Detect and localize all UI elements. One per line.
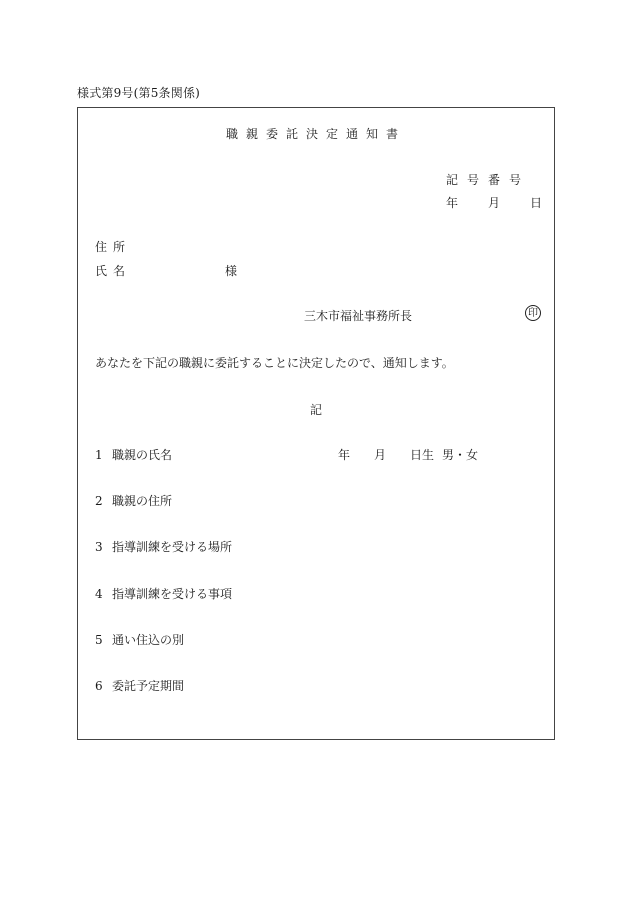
date-day: 日 xyxy=(530,196,543,210)
item-training-subject xyxy=(95,585,232,602)
item-number: 3 xyxy=(95,540,103,554)
birth-day: 日生 xyxy=(410,448,435,462)
item-number: 6 xyxy=(95,679,103,693)
item-label: 委託予定期間 xyxy=(112,679,185,693)
name-label: 氏名 xyxy=(95,264,132,278)
gender-options: 男・女 xyxy=(442,448,479,462)
birth-month: 月 xyxy=(374,448,387,462)
issuer-name: 三木市福祉事務所長 xyxy=(304,309,413,323)
item-training-place xyxy=(95,538,232,555)
seal-mark: 印 xyxy=(525,305,541,321)
item-number: 2 xyxy=(95,494,103,508)
item-number: 5 xyxy=(95,633,103,647)
item-label: 指導訓練を受ける場所 xyxy=(112,540,233,554)
birth-year: 年 xyxy=(338,448,351,462)
form-number: 様式第9号(第5条関係) xyxy=(77,86,201,100)
honorific: 様 xyxy=(225,264,238,278)
item-number: 4 xyxy=(95,587,103,601)
ki-heading: 記 xyxy=(309,403,322,417)
birth-date-gender xyxy=(338,446,478,463)
notice-text: あなたを下記の職親に委託することに決定したので、通知します。 xyxy=(95,356,454,370)
item-planned-period xyxy=(95,677,184,694)
document-number: 記号番号 xyxy=(446,173,531,187)
item-label: 職親の住所 xyxy=(112,494,173,508)
document-frame xyxy=(77,107,555,740)
item-commute-type xyxy=(95,631,184,648)
item-label: 職親の氏名 xyxy=(112,448,173,462)
item-caretaker-name xyxy=(95,446,172,463)
date-year: 年 xyxy=(446,196,459,210)
address-label: 住所 xyxy=(95,240,132,254)
item-label: 通い住込の別 xyxy=(112,633,185,647)
date-month: 月 xyxy=(488,196,501,210)
document-title: 職親委託決定通知書 xyxy=(225,127,406,141)
document-date xyxy=(446,194,542,211)
item-caretaker-address xyxy=(95,492,172,509)
item-number: 1 xyxy=(95,448,103,462)
item-label: 指導訓練を受ける事項 xyxy=(112,587,233,601)
